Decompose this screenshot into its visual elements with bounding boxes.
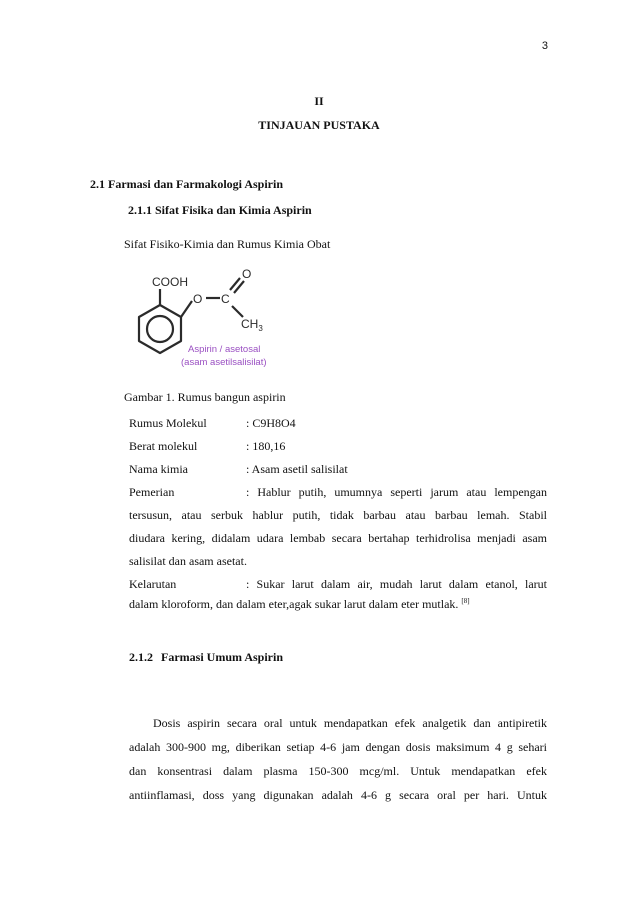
pemerian-label: Pemerian bbox=[129, 485, 175, 499]
chapter-number: II bbox=[314, 94, 324, 108]
aromatic-circle bbox=[147, 316, 173, 342]
aspirin-structure-diagram bbox=[110, 268, 280, 376]
cooh-label: COOH bbox=[152, 275, 188, 289]
pemerian-line: diudara kering, didalam udara lembab secara bertahap terhidrolisa menjadi asam bbox=[129, 531, 547, 545]
property-value: : Asam asetil salisilat bbox=[246, 462, 348, 476]
paragraph-line: dan konsentrasi dalam plasma 150-300 mcg/ml. Untuk mendapatkan efek bbox=[129, 764, 547, 778]
section-heading-2-1: 2.1 Farmasi dan Farmakologi Aspirin bbox=[90, 177, 284, 191]
kelarutan-label: Kelarutan bbox=[129, 577, 177, 591]
property-row bbox=[129, 439, 285, 454]
bond-ring-o bbox=[181, 301, 192, 317]
methyl-label: $CH_3$ bbox=[241, 317, 263, 333]
benzene-ring bbox=[139, 305, 181, 353]
aspirin-structure-figure bbox=[110, 268, 280, 376]
kelarutan-line bbox=[129, 597, 470, 612]
section-number: 2.1.2 bbox=[129, 650, 153, 664]
section-subtitle: Sifat Fisiko-Kimia dan Rumus Kimia Obat bbox=[124, 237, 331, 251]
kelarutan-text: dalam kloroform, dan dalam eter,agak sukar larut dalam eter mutlak. bbox=[129, 597, 459, 611]
bond-c-ch3 bbox=[232, 306, 243, 317]
property-label: Berat molekul bbox=[129, 439, 198, 453]
page-number: 3 bbox=[541, 40, 548, 52]
property-label: Rumus Molekul bbox=[129, 416, 207, 430]
section-title: Farmasi Umum Aspirin bbox=[161, 650, 284, 664]
pemerian-line: : Hablur putih, umumnya seperti jarum atau lempengan bbox=[246, 485, 547, 499]
section-heading-2-1-1: 2.1.1 Sifat Fisika dan Kimia Aspirin bbox=[128, 203, 312, 217]
figure-caption: Gambar 1. Rumus bangun aspirin bbox=[124, 390, 286, 404]
pemerian-line: tersusun, atau serbuk hablur putih, tidak barbau atau barbau lemah. Stabil bbox=[129, 508, 547, 522]
property-label: Nama kimia bbox=[129, 462, 188, 476]
carbonyl-oxygen-label: O bbox=[242, 268, 252, 281]
compound-name-line2: (asam asetilsalisilat) bbox=[181, 357, 267, 368]
reference-marker: [8] bbox=[461, 597, 470, 605]
property-value: : C9H8O4 bbox=[246, 416, 296, 430]
property-row bbox=[129, 462, 348, 477]
section-heading-2-1-2 bbox=[129, 650, 283, 665]
paragraph-line: Dosis aspirin secara oral untuk mendapatkan efek analgetik dan antipiretik bbox=[153, 716, 547, 730]
pemerian-line: salisilat dan asam asetat. bbox=[129, 554, 247, 568]
carbonyl-carbon-label: C bbox=[221, 292, 230, 306]
chapter-title: TINJAUAN PUSTAKA bbox=[258, 118, 380, 132]
kelarutan-line: : Sukar larut dalam air, mudah larut dalam etanol, larut bbox=[246, 577, 547, 591]
paragraph-line: adalah 300-900 mg, diberikan setiap 4-6 jam dengan dosis maksimum 4 g sehari bbox=[129, 740, 547, 754]
property-value: : 180,16 bbox=[246, 439, 286, 453]
ester-oxygen-label: O bbox=[193, 292, 203, 306]
compound-name-line1: Aspirin / asetosal bbox=[188, 344, 261, 355]
property-row bbox=[129, 416, 296, 431]
paragraph-line: antiinflamasi, doss yang digunakan adalah 4-6 g secara oral per hari. Untuk bbox=[129, 788, 547, 802]
